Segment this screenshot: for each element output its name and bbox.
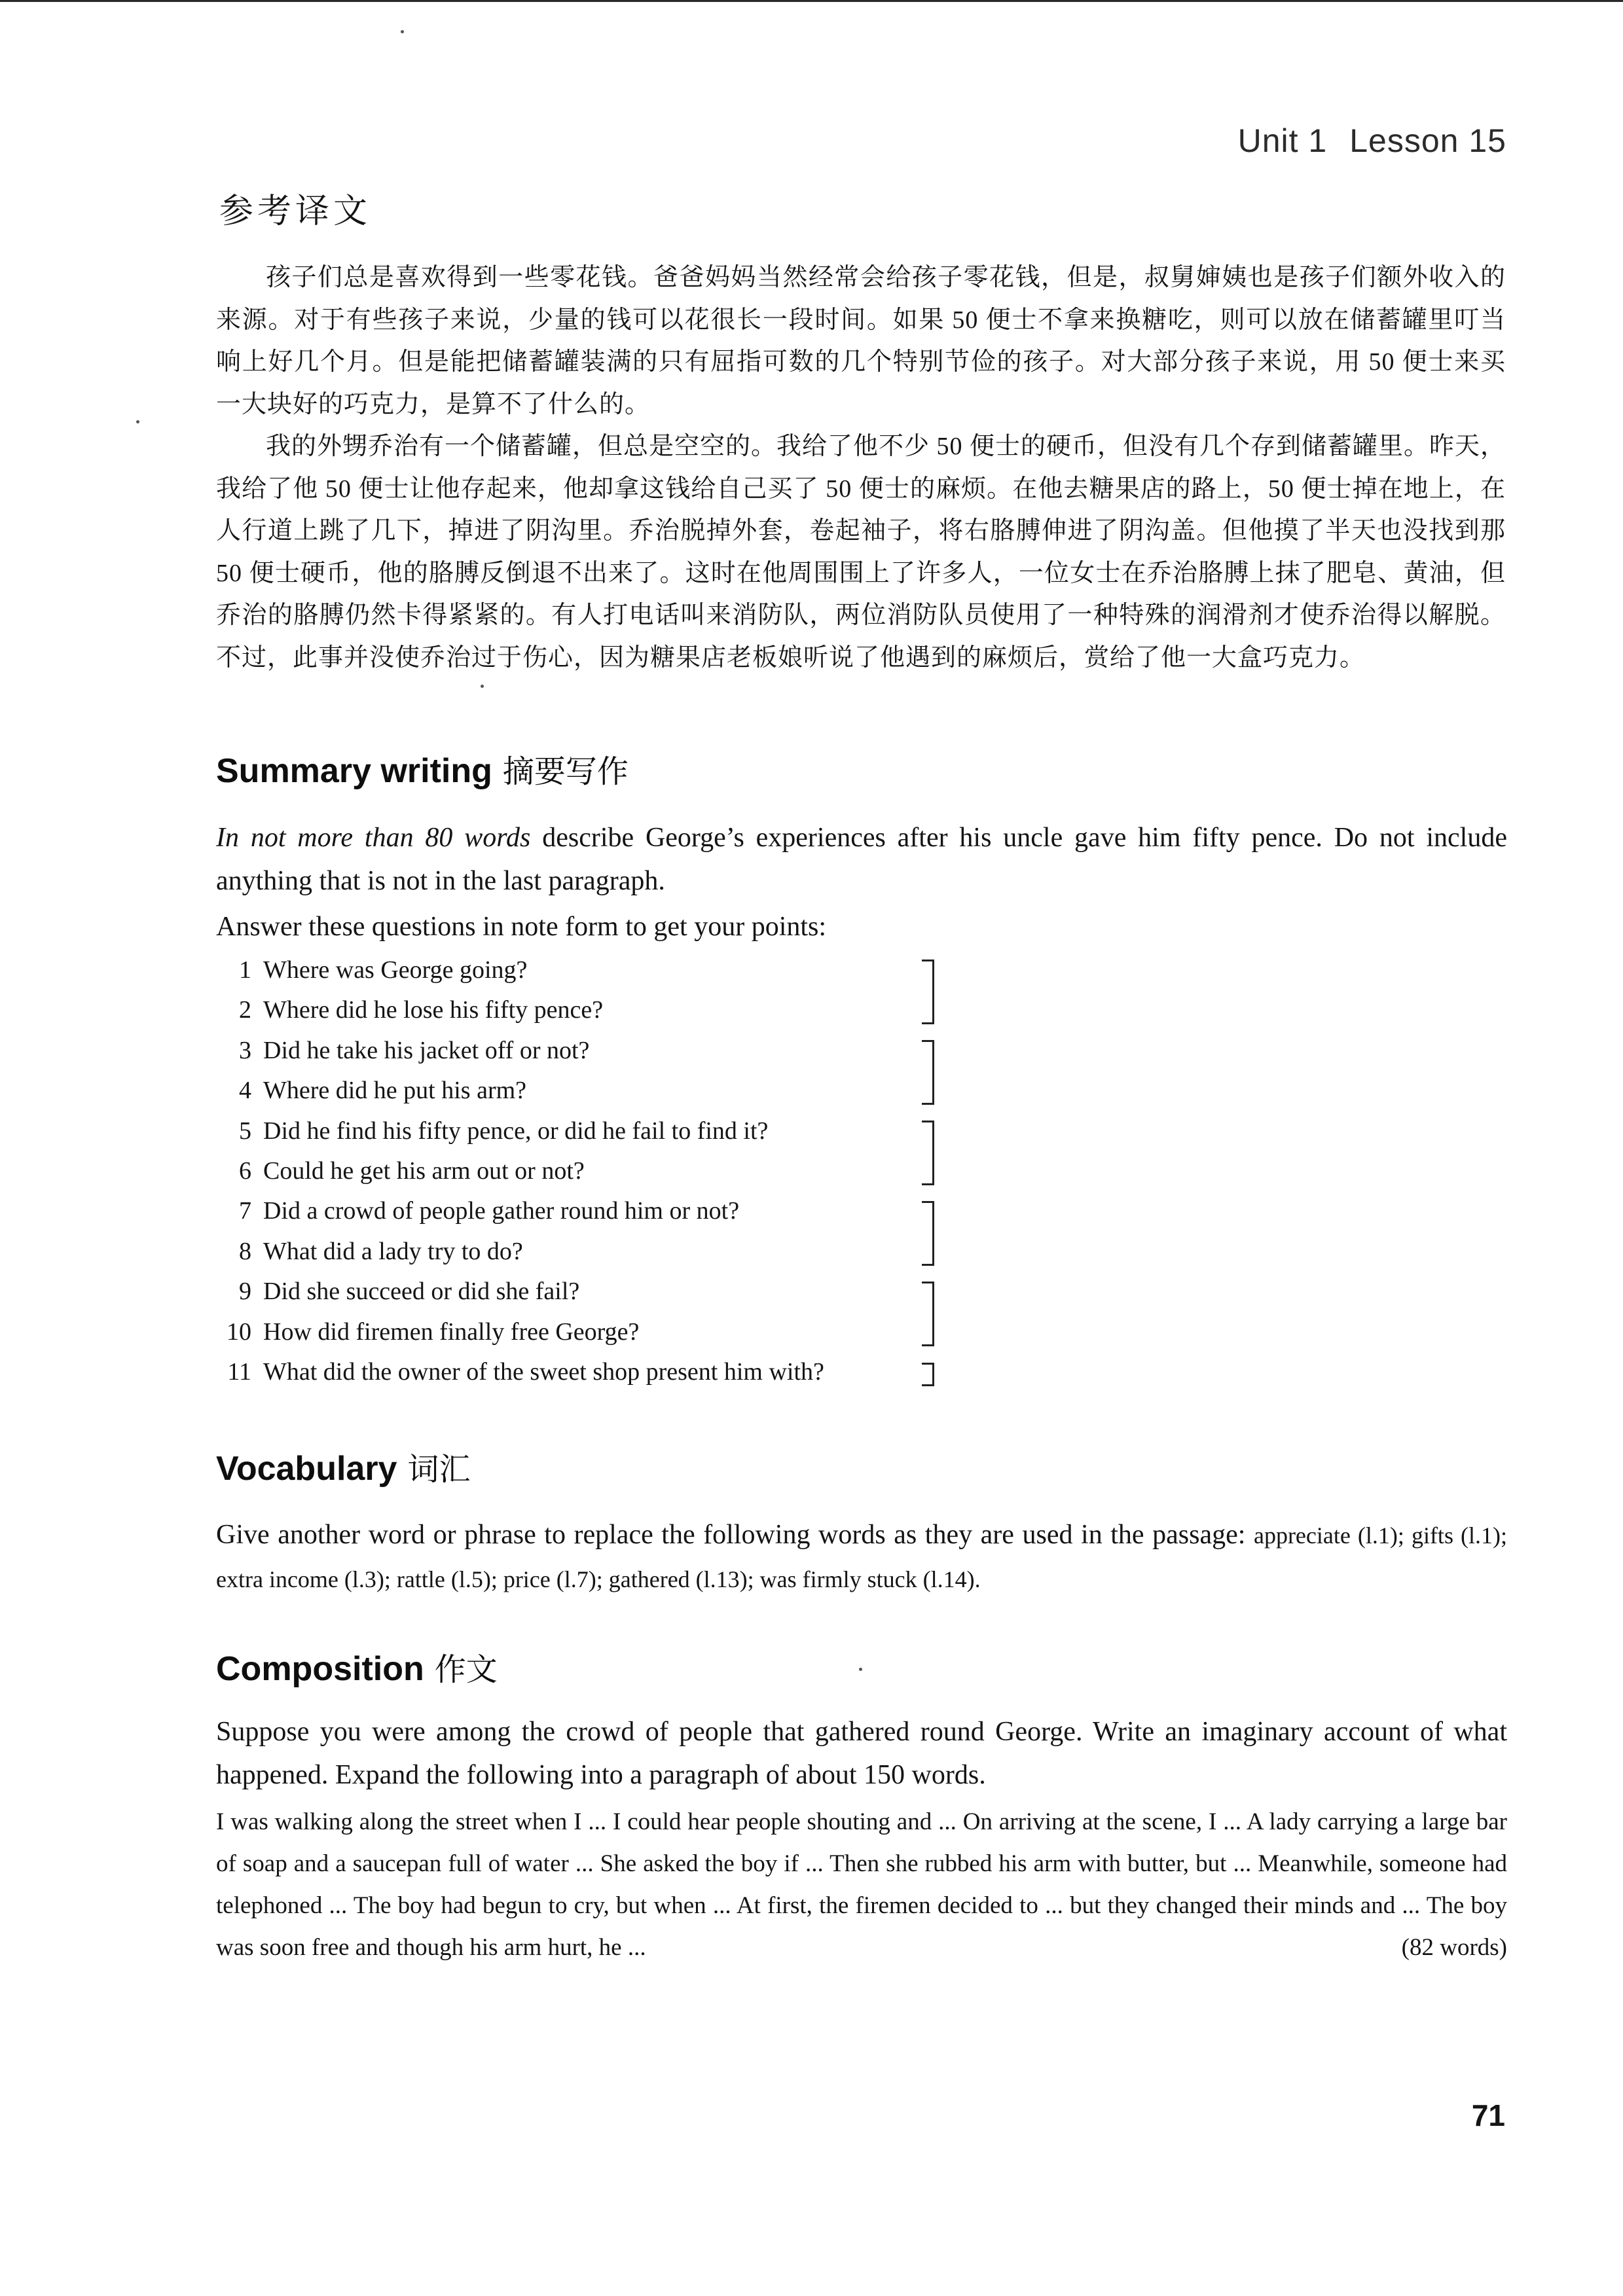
- question-text: Did a crowd of people gather round him or not?: [263, 1197, 740, 1225]
- question-item: [216, 1352, 976, 1392]
- summary-instruction: [216, 816, 1507, 903]
- top-border-rule: [0, 0, 1623, 2]
- question-item: [216, 990, 976, 1030]
- question-text: Did she succeed or did she fail?: [263, 1278, 580, 1306]
- composition-outline-text: I was walking along the street when I ... I could hear people shouting and ... On arriving at the scene, I ... A lady carrying a large bar of soap and a saucepan full of water ... She asked the boy if ... Then she rubbed his arm with butter, but ... Meanwhile, someone had telephoned ... The boy had begun to cry, but when ... At first, the firemen decided to ... but they changed their minds and ... The boy was soon free and though his arm hurt, he ...: [216, 1808, 1507, 1961]
- vocabulary-word-list: appreciate (l.1); gifts (l.1); extra income (l.3); rattle (l.5); price (l.7); gathered (l.13); was firmly stuck (l.14).: [216, 1522, 1507, 1592]
- bracket-q11: [922, 1363, 934, 1386]
- bracket-q7-q8: [922, 1201, 934, 1266]
- question-number: 10: [227, 1318, 251, 1346]
- question-text: Could he get his arm out or not?: [263, 1157, 585, 1185]
- bracket-q3-q4: [922, 1040, 934, 1105]
- scan-speck: [136, 420, 139, 423]
- scan-speck: [859, 1668, 862, 1671]
- vocabulary-heading-cn: 词汇: [407, 1451, 471, 1488]
- vocabulary-text-lead: Give another word or phrase to replace the following words as they are used in the passage:: [216, 1520, 1254, 1550]
- bracket-q1-q2: [922, 960, 934, 1024]
- scan-speck: [481, 685, 484, 688]
- summary-instruction-rest: describe George’s experiences after his uncle gave him fifty pence. Do not include anything that is not in the last paragraph.: [216, 823, 1507, 896]
- question-list: [216, 950, 976, 1392]
- question-item: [216, 1191, 976, 1231]
- summary-heading-en: Summary writing: [216, 752, 492, 790]
- composition-heading-en: Composition: [216, 1650, 424, 1688]
- bracket-q9-q10: [922, 1282, 934, 1346]
- question-item: [216, 950, 976, 990]
- question-number: 2: [239, 996, 251, 1024]
- question-number: 9: [239, 1278, 251, 1306]
- question-number: 6: [239, 1157, 251, 1185]
- composition-heading-cn: 作文: [434, 1651, 498, 1688]
- question-text: Where did he put his arm?: [263, 1077, 527, 1105]
- question-item: [216, 1031, 976, 1071]
- composition-intro: Suppose you were among the crowd of people that gathered round George. Write an imaginary account of what happened. Expand the following into a paragraph of about 150 words.: [216, 1717, 1507, 1790]
- question-number: 3: [239, 1036, 251, 1064]
- vocabulary-heading: [216, 1444, 471, 1489]
- question-number: 1: [239, 956, 251, 984]
- summary-heading: [216, 746, 629, 791]
- question-text: Where was George going?: [263, 956, 528, 984]
- question-item: [216, 1232, 976, 1272]
- bracket-q5-q6: [922, 1121, 934, 1185]
- vocabulary-heading-en: Vocabulary: [216, 1450, 397, 1488]
- answer-prompt: Answer these questions in note form to get your points:: [216, 912, 827, 942]
- composition-heading: [216, 1644, 498, 1689]
- unit-label: Unit 1: [1237, 122, 1328, 159]
- question-text: What did the owner of the sweet shop present him with?: [263, 1357, 824, 1386]
- lesson-label: Lesson 15: [1349, 122, 1506, 159]
- question-text: How did firemen finally free George?: [263, 1318, 640, 1346]
- question-number: 8: [239, 1237, 251, 1265]
- word-count: (82 words): [1401, 1934, 1507, 1961]
- summary-heading-cn: 摘要写作: [502, 753, 629, 790]
- question-number: 4: [239, 1077, 251, 1105]
- question-number: 7: [239, 1197, 251, 1225]
- question-text: Did he find his fifty pence, or did he fail to find it?: [263, 1117, 769, 1145]
- question-item: [216, 1071, 976, 1111]
- question-number: 5: [239, 1117, 251, 1145]
- translation-paragraph-2: 我的外甥乔治有一个储蓄罐，但总是空空的。我给了他不少 50 便士的硬币，但没有几个存到储蓄罐里。昨天，我给了他 50 便士让他存起来，他却拿这钱给自己买了 50 便士的麻烦。在他去糖果店的路上，50 便士掉在地上，在人行道上跳了几下，掉进了阴沟里。乔治脱掉外套，卷起袖子，将右胳膊伸进了阴沟盖。但他摸了半天也没找到那 50 便士硬币，他的胳膊反倒退不出来了。这时在他周围围上了许多人，一位女士在乔治胳膊上抹了肥皂、黄油，但乔治的胳膊仍然卡得紧紧的。有人打电话叫来消防队，两位消防队员使用了一种特殊的润滑剂才使乔治得以解脱。不过，此事并没使乔治过于伤心，因为糖果店老板娘听说了他遇到的麻烦后，赏给了他一大盒巧克力。: [216, 433, 1506, 672]
- summary-instruction-italic: In not more than 80 words: [216, 823, 531, 853]
- question-number: 11: [227, 1357, 251, 1386]
- question-item: [216, 1272, 976, 1312]
- question-text: What did a lady try to do?: [263, 1237, 523, 1265]
- question-item: [216, 1151, 976, 1191]
- translation-body: [216, 257, 1506, 679]
- page-number: 71: [1471, 2098, 1505, 2132]
- question-text: Where did he lose his fifty pence?: [263, 996, 604, 1024]
- composition-outline: [216, 1801, 1507, 1969]
- question-item: [216, 1312, 976, 1352]
- running-header: [1238, 122, 1506, 160]
- question-text: Did he take his jacket off or not?: [263, 1036, 590, 1064]
- question-item: [216, 1111, 976, 1151]
- translation-paragraph-1: 孩子们总是喜欢得到一些零花钱。爸爸妈妈当然经常会给孩子零花钱，但是，叔舅婶姨也是孩子们额外收入的来源。对于有些孩子来说，少量的钱可以花很长一段时间。如果 50 便士不拿来换糖吃，则可以放在储蓄罐里叮当响上好几个月。但是能把储蓄罐装满的只有屈指可数的几个特别节俭的孩子。对大部分孩子来说，用 50 便士来买一大块好的巧克力，是算不了什么的。: [216, 264, 1506, 418]
- translation-title: 参考译文: [219, 193, 372, 230]
- vocabulary-text: [216, 1513, 1507, 1601]
- scan-speck: [401, 30, 404, 33]
